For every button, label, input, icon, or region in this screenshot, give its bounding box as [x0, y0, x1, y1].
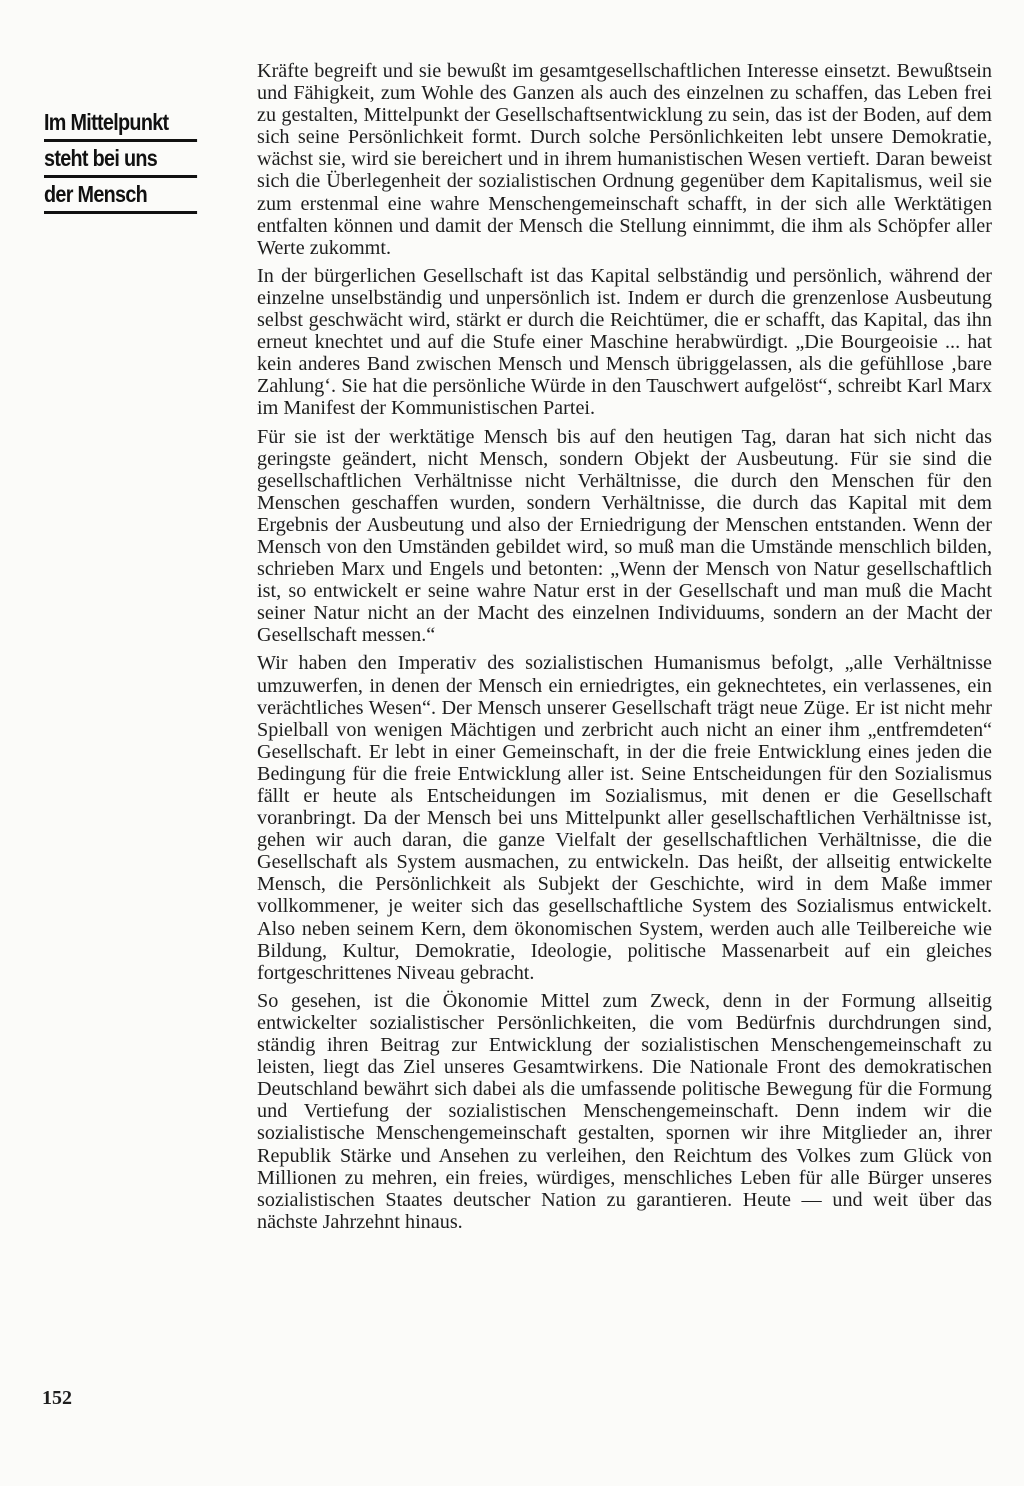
- sidebar-heading-line-1: Im Mittelpunkt: [44, 110, 197, 142]
- paragraph-1: Kräfte begreift und sie bewußt im gesamtgesellschaftlichen Interesse einsetzt. Bewußtsein und Fähigkeit, zum Wohle des Ganzen als auch des einzelnen zu schaffen, das Leben frei zu gestalten, Mittelpunkt der Gesellschaftsentwicklung zu sein, das ist der Boden, auf dem sich seine Persönlichkeit formt. Durch solche Persönlichkeiten lebt unsere Demokratie, wächst sie, wird sie bereichert und in ihrem humanistischen Wesen vertieft. Daran beweist sich die Überlegenheit der sozialistischen Ordnung gegenüber dem Kapitalismus, weil sie zum erstenmal eine wahre Menschengemeinschaft schafft, in der sich alle Werktätigen entfalten können und damit der Mensch die Stellung einnimmt, die ihm als Schöpfer aller Werte zukommt.: [257, 60, 992, 259]
- body-text-column: [257, 60, 992, 1239]
- sidebar-heading: [44, 110, 222, 218]
- paragraph-3: Für sie ist der werktätige Mensch bis auf den heutigen Tag, daran hat sich nicht das geringste geändert, nicht Mensch, sondern Objekt der Ausbeutung. Für sie sind die gesellschaftlichen Verhältnisse nicht Verhältnisse, die durch den Menschen für den Menschen geschaffen wurden, sondern Verhältnisse, die durch das Kapital mit dem Ergebnis der Ausbeutung und also der Erniedrigung der Menschen entstanden. Wenn der Mensch von den Umständen gebildet wird, so muß man die Umstände menschlich bilden, schrieben Marx und Engels und betonten: „Wenn der Mensch von Natur gesellschaftlich ist, so entwickelt er seine wahre Natur erst in der Gesellschaft und man muß die Macht seiner Natur nicht an der Macht des einzelnen Individuums, sondern an der Macht der Gesellschaft messen.“: [257, 425, 992, 647]
- paragraph-4: Wir haben den Imperativ des sozialistischen Humanismus befolgt, „alle Verhältnisse umzuwerfen, in denen der Mensch ein erniedrigtes, ein geknechtetes, ein verlassenes, ein verächtliches Wesen“. Der Mensch unserer Gesellschaft trägt neue Züge. Er ist nicht mehr Spielball von wenigen Mächtigen und zerbricht auch nicht an einer ihm „entfremdeten“ Gesellschaft. Er lebt in einer Gemeinschaft, in der die freie Entwicklung eines jeden die Bedingung für die freie Entwicklung aller ist. Seine Entscheidungen für den Sozialismus fällt er heute als Entscheidungen im Sozialismus, mit denen er die Gesellschaft voranbringt. Da der Mensch bei uns Mittelpunkt aller gesellschaftlichen Verhältnisse ist, gehen wir auch daran, die ganze Vielfalt der gesellschaftlichen Verhältnisse, die die Gesellschaft als System ausmachen, zu entwickeln. Das heißt, der allseitig entwickelte Mensch, die Persönlichkeit als Subjekt der Geschichte, wird in dem Maße immer vollkommener, je weiter sich das gesellschaftliche System des Sozialismus entwickelt. Also neben seinem Kern, dem ökonomischen System, werden auch alle Teilbereiche wie Bildung, Kultur, Demokratie, Ideologie, politische Massenarbeit auf ein gleiches fortgeschrittenes Niveau gebracht.: [257, 652, 992, 984]
- paragraph-2: In der bürgerlichen Gesellschaft ist das Kapital selbständig und persönlich, während der einzelne unselbständig und unpersönlich ist. Indem er durch die grenzenlose Ausbeutung selbst geschwächt wird, stärkt er durch die Reichtümer, die er schafft, das Kapital, das ihn erneut knechtet und auf die Stufe einer Maschine herabwürdigt. „Die Bourgeoisie ... hat kein anderes Band zwischen Mensch und Mensch übriggelassen, als die gefühllose ‚bare Zahlung‘. Sie hat die persönliche Würde in den Tauschwert aufgelöst“, schreibt Karl Marx im Manifest der Kommunistischen Partei.: [257, 264, 992, 420]
- page-number: 152: [42, 1387, 72, 1409]
- sidebar-heading-line-3: der Mensch: [44, 182, 197, 214]
- sidebar-heading-line-2: steht bei uns: [44, 146, 197, 178]
- paragraph-5: So gesehen, ist die Ökonomie Mittel zum Zweck, denn in der Formung allseitig entwickelter sozialistischer Persönlichkeiten, die vom Bedürfnis durchdrungen sind, ständig ihren Beitrag zur Entwicklung der sozialistischen Menschengemeinschaft zu leisten, liegt das Ziel unseres Gesamtwirkens. Die Nationale Front des demokratischen Deutschland bewährt sich dabei als die umfassende politische Bewegung für die Formung und Vertiefung der sozialistischen Menschengemeinschaft. Denn indem wir die sozialistische Menschengemeinschaft gestalten, spornen wir ihre Mitglieder an, ihrer Republik Stärke und Ansehen zu verleihen, den Reichtum des Volkes zum Glück von Millionen zu mehren, ein freies, würdiges, menschliches Leben für alle Bürger unseres sozialistischen Staates deutscher Nation zu garantieren. Heute — und weit über das nächste Jahrzehnt hinaus.: [257, 989, 992, 1233]
